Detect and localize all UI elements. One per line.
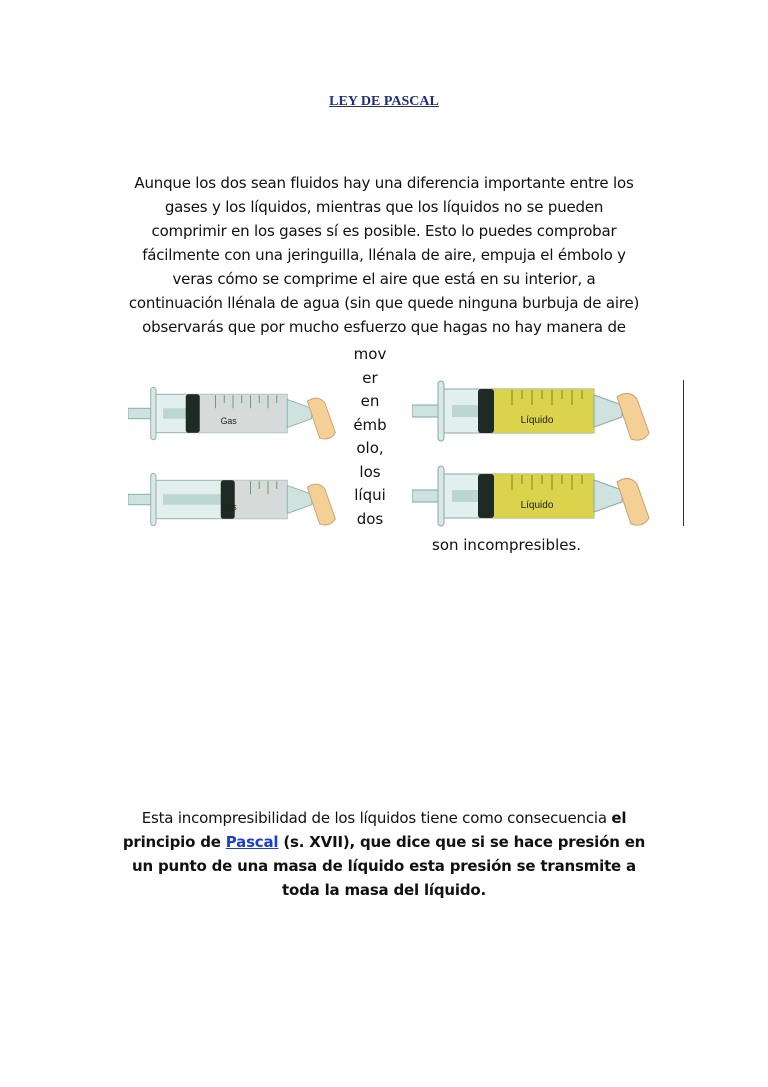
text-line: un punto de una masa de líquido esta presión se transmite a xyxy=(132,857,636,875)
page-title xyxy=(0,94,768,110)
text-line: toda la masa del líquido. xyxy=(282,881,486,899)
text-line: gases y los líquidos, mientras que los líquidos no se pueden xyxy=(164,198,604,216)
svg-text:Líquido: Líquido xyxy=(520,415,554,426)
text-fragment: olo, xyxy=(356,439,384,457)
syringe-gas-image xyxy=(128,382,338,449)
image-border-line xyxy=(683,380,684,526)
syringe-gas-compressed-image xyxy=(128,468,338,535)
text-bold: (s. XVII), que dice que si se hace presión en xyxy=(278,833,646,851)
syringe-liquid-pressed-image xyxy=(412,460,652,536)
svg-text:Gas: Gas xyxy=(220,416,237,426)
text-normal: Esta incompresibilidad de los líquidos tiene como consecuencia xyxy=(141,809,612,827)
text-line: fácilmente con una jeringuilla, llénala de aire, empuja el émbolo y xyxy=(142,246,626,264)
text-line: continuación llénala de agua (sin que quede ninguna burbuja de aire) xyxy=(128,294,640,312)
title-text: LEY DE PASCAL xyxy=(329,94,439,109)
text-line: comprimir en los gases sí es posible. Esto lo puedes comprobar xyxy=(151,222,617,240)
text-line xyxy=(100,830,668,854)
text-fragment: émb xyxy=(353,415,387,434)
narrow-text-column xyxy=(345,343,395,531)
svg-text:Líquido: Líquido xyxy=(520,500,554,511)
pascal-link[interactable]: Pascal xyxy=(225,833,279,851)
text-fragment: en xyxy=(360,392,380,410)
syringe-icon xyxy=(412,375,652,447)
text-bold: el xyxy=(611,809,627,827)
text-fragment: dos xyxy=(356,509,384,528)
conclusion-paragraph xyxy=(100,806,668,902)
intro-paragraph xyxy=(100,171,668,339)
text-fragment: los xyxy=(359,462,381,481)
svg-text:Gas: Gas xyxy=(220,502,237,512)
text-line: Aunque los dos sean fluidos hay una diferencia importante entre los xyxy=(134,174,634,192)
text-fragment: mov xyxy=(353,345,387,363)
syringe-liquid-image xyxy=(412,375,652,451)
text-bold: principio de xyxy=(122,833,226,851)
text-fragment: líqui xyxy=(354,486,386,504)
text-fragment: er xyxy=(362,368,378,387)
syringe-icon xyxy=(128,382,338,445)
text-line: observarás que por mucho esfuerzo que hagas no hay manera de xyxy=(142,318,626,336)
syringe-icon xyxy=(412,460,652,532)
syringe-icon xyxy=(128,468,338,531)
column-tail-text: son incompresibles. xyxy=(432,536,582,554)
text-line xyxy=(100,806,668,830)
text-line: veras cómo se comprime el aire que está en su interior, a xyxy=(172,270,596,288)
